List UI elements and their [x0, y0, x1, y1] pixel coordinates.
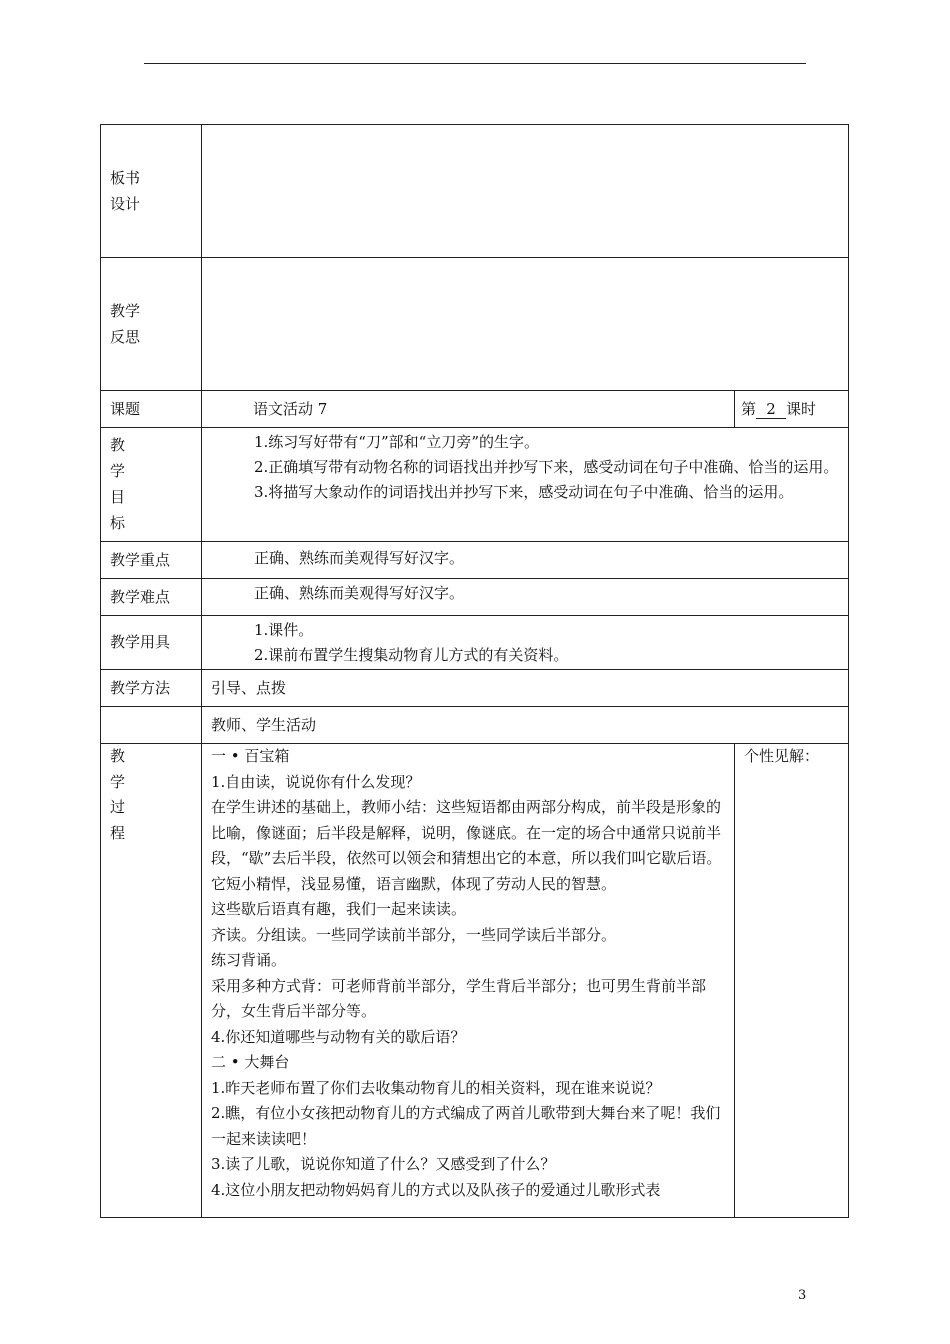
process-label-char: 学	[110, 772, 126, 791]
tools-item: 1.课件。	[254, 621, 314, 639]
process-paragraph: 齐读。分组读。一些同学读前半部分，一些同学读后半部分。	[211, 925, 617, 944]
board-design-label-line1: 板书	[110, 169, 141, 187]
tools-content	[202, 616, 849, 670]
goals-label-char: 目	[110, 488, 126, 506]
methods-label: 教学方法	[101, 670, 202, 707]
process-row	[101, 744, 849, 1218]
process-paragraph: 1.昨天老师布置了你们去收集动物育儿的相关资料，现在谁来说说？	[211, 1078, 661, 1097]
process-paragraph: 这些歇后语真有趣，我们一起来读读。	[211, 900, 467, 918]
process-section-heading: 一 • 百宝箱	[211, 747, 290, 765]
tools-label: 教学用具	[101, 616, 202, 670]
process-paragraph: 3.读了儿歌，说说你知道了什么？又感受到了什么？	[211, 1155, 556, 1173]
goals-label-char: 教	[110, 436, 126, 454]
key-points-text: 正确、熟练而美观得写好汉字。	[202, 542, 849, 579]
difficulties-text: 正确、熟练而美观得写好汉字。	[202, 579, 849, 616]
lesson-suffix: 课时	[786, 399, 817, 418]
reflection-label	[101, 258, 202, 391]
methods-row	[101, 670, 849, 707]
lesson-prefix: 第	[741, 399, 757, 418]
tools-row	[101, 616, 849, 670]
personal-insights: 个性见解：	[735, 744, 849, 1218]
reflection-label-line1: 教学	[110, 302, 141, 320]
process-paragraph: 采用多种方式背：可老师背前半部分，学生背后半部分；也可男生背前半部分，女生背后半部分等。	[211, 976, 707, 1020]
key-points-label: 教学重点	[101, 542, 202, 579]
activities-header-row	[101, 707, 849, 744]
process-content	[202, 744, 735, 1218]
lesson-number: 2	[756, 400, 786, 419]
reflection-row	[101, 258, 849, 391]
goal-item: 2.正确填写带有动物名称的词语找出并抄写下来，感受动词在句子中准确、恰当的运用。	[254, 458, 839, 476]
topic-title: 语文活动 7	[202, 391, 735, 428]
goals-row	[101, 428, 849, 542]
goal-item: 1.练习写好带有“刀”部和“立刀旁”的生字。	[254, 433, 539, 451]
process-paragraph: 1.自由读，说说你有什么发现？	[211, 772, 421, 791]
activities-header-empty	[101, 707, 202, 744]
goals-label-char: 学	[110, 462, 126, 480]
key-points-row	[101, 542, 849, 579]
process-paragraph: 在学生讲述的基础上，教师小结：这些短语都由两部分构成，前半段是形象的比喻，像谜面；后半段是解释，说明，像谜底。在一定的场合中通常只说前半段，“歇”去后半段，依然可以领会和猜想出它的本意，所以我们叫它歇后语。它短小精悍，浅显易懂，语言幽默，体现了劳动人民的智慧。	[211, 798, 722, 893]
board-design-content	[202, 125, 849, 258]
process-paragraph: 练习背诵。	[211, 951, 287, 969]
process-label-char: 教	[110, 747, 126, 765]
goal-item: 3.将描写大象动作的词语找出并抄写下来，感受动词在句子中准确、恰当的运用。	[254, 483, 794, 501]
board-design-label-line2: 设计	[110, 195, 141, 213]
reflection-label-line2: 反思	[110, 328, 141, 346]
tools-item: 2.课前布置学生搜集动物育儿方式的有关资料。	[254, 646, 569, 664]
difficulties-row	[101, 579, 849, 616]
methods-text: 引导、点拨	[202, 670, 849, 707]
process-paragraph: 4.你还知道哪些与动物有关的歇后语？	[211, 1027, 466, 1046]
process-label-char: 程	[110, 823, 126, 842]
reflection-content	[202, 258, 849, 391]
lesson-plan-table	[100, 124, 849, 1218]
page-number: 3	[798, 1288, 807, 1303]
goals-content	[202, 428, 849, 542]
process-section-heading: 二 • 大舞台	[211, 1053, 290, 1071]
header-rule	[144, 63, 806, 64]
goals-label	[101, 428, 202, 542]
process-paragraph: 2.瞧，有位小女孩把动物育儿的方式编成了两首儿歌带到大舞台来了呢！我们一起来读读吧！	[211, 1104, 721, 1148]
lesson-count	[735, 391, 849, 428]
process-label-char: 过	[110, 798, 126, 816]
topic-label: 课题	[101, 391, 202, 428]
process-label	[101, 744, 202, 1218]
topic-row	[101, 391, 849, 428]
process-paragraph: 4.这位小朋友把动物妈妈育儿的方式以及队孩子的爱通过儿歌形式表	[211, 1180, 661, 1199]
goals-label-char: 标	[110, 514, 126, 532]
board-design-row	[101, 125, 849, 258]
difficulties-label: 教学难点	[101, 579, 202, 616]
board-design-label	[101, 125, 202, 258]
activities-header: 教师、学生活动	[202, 707, 849, 744]
